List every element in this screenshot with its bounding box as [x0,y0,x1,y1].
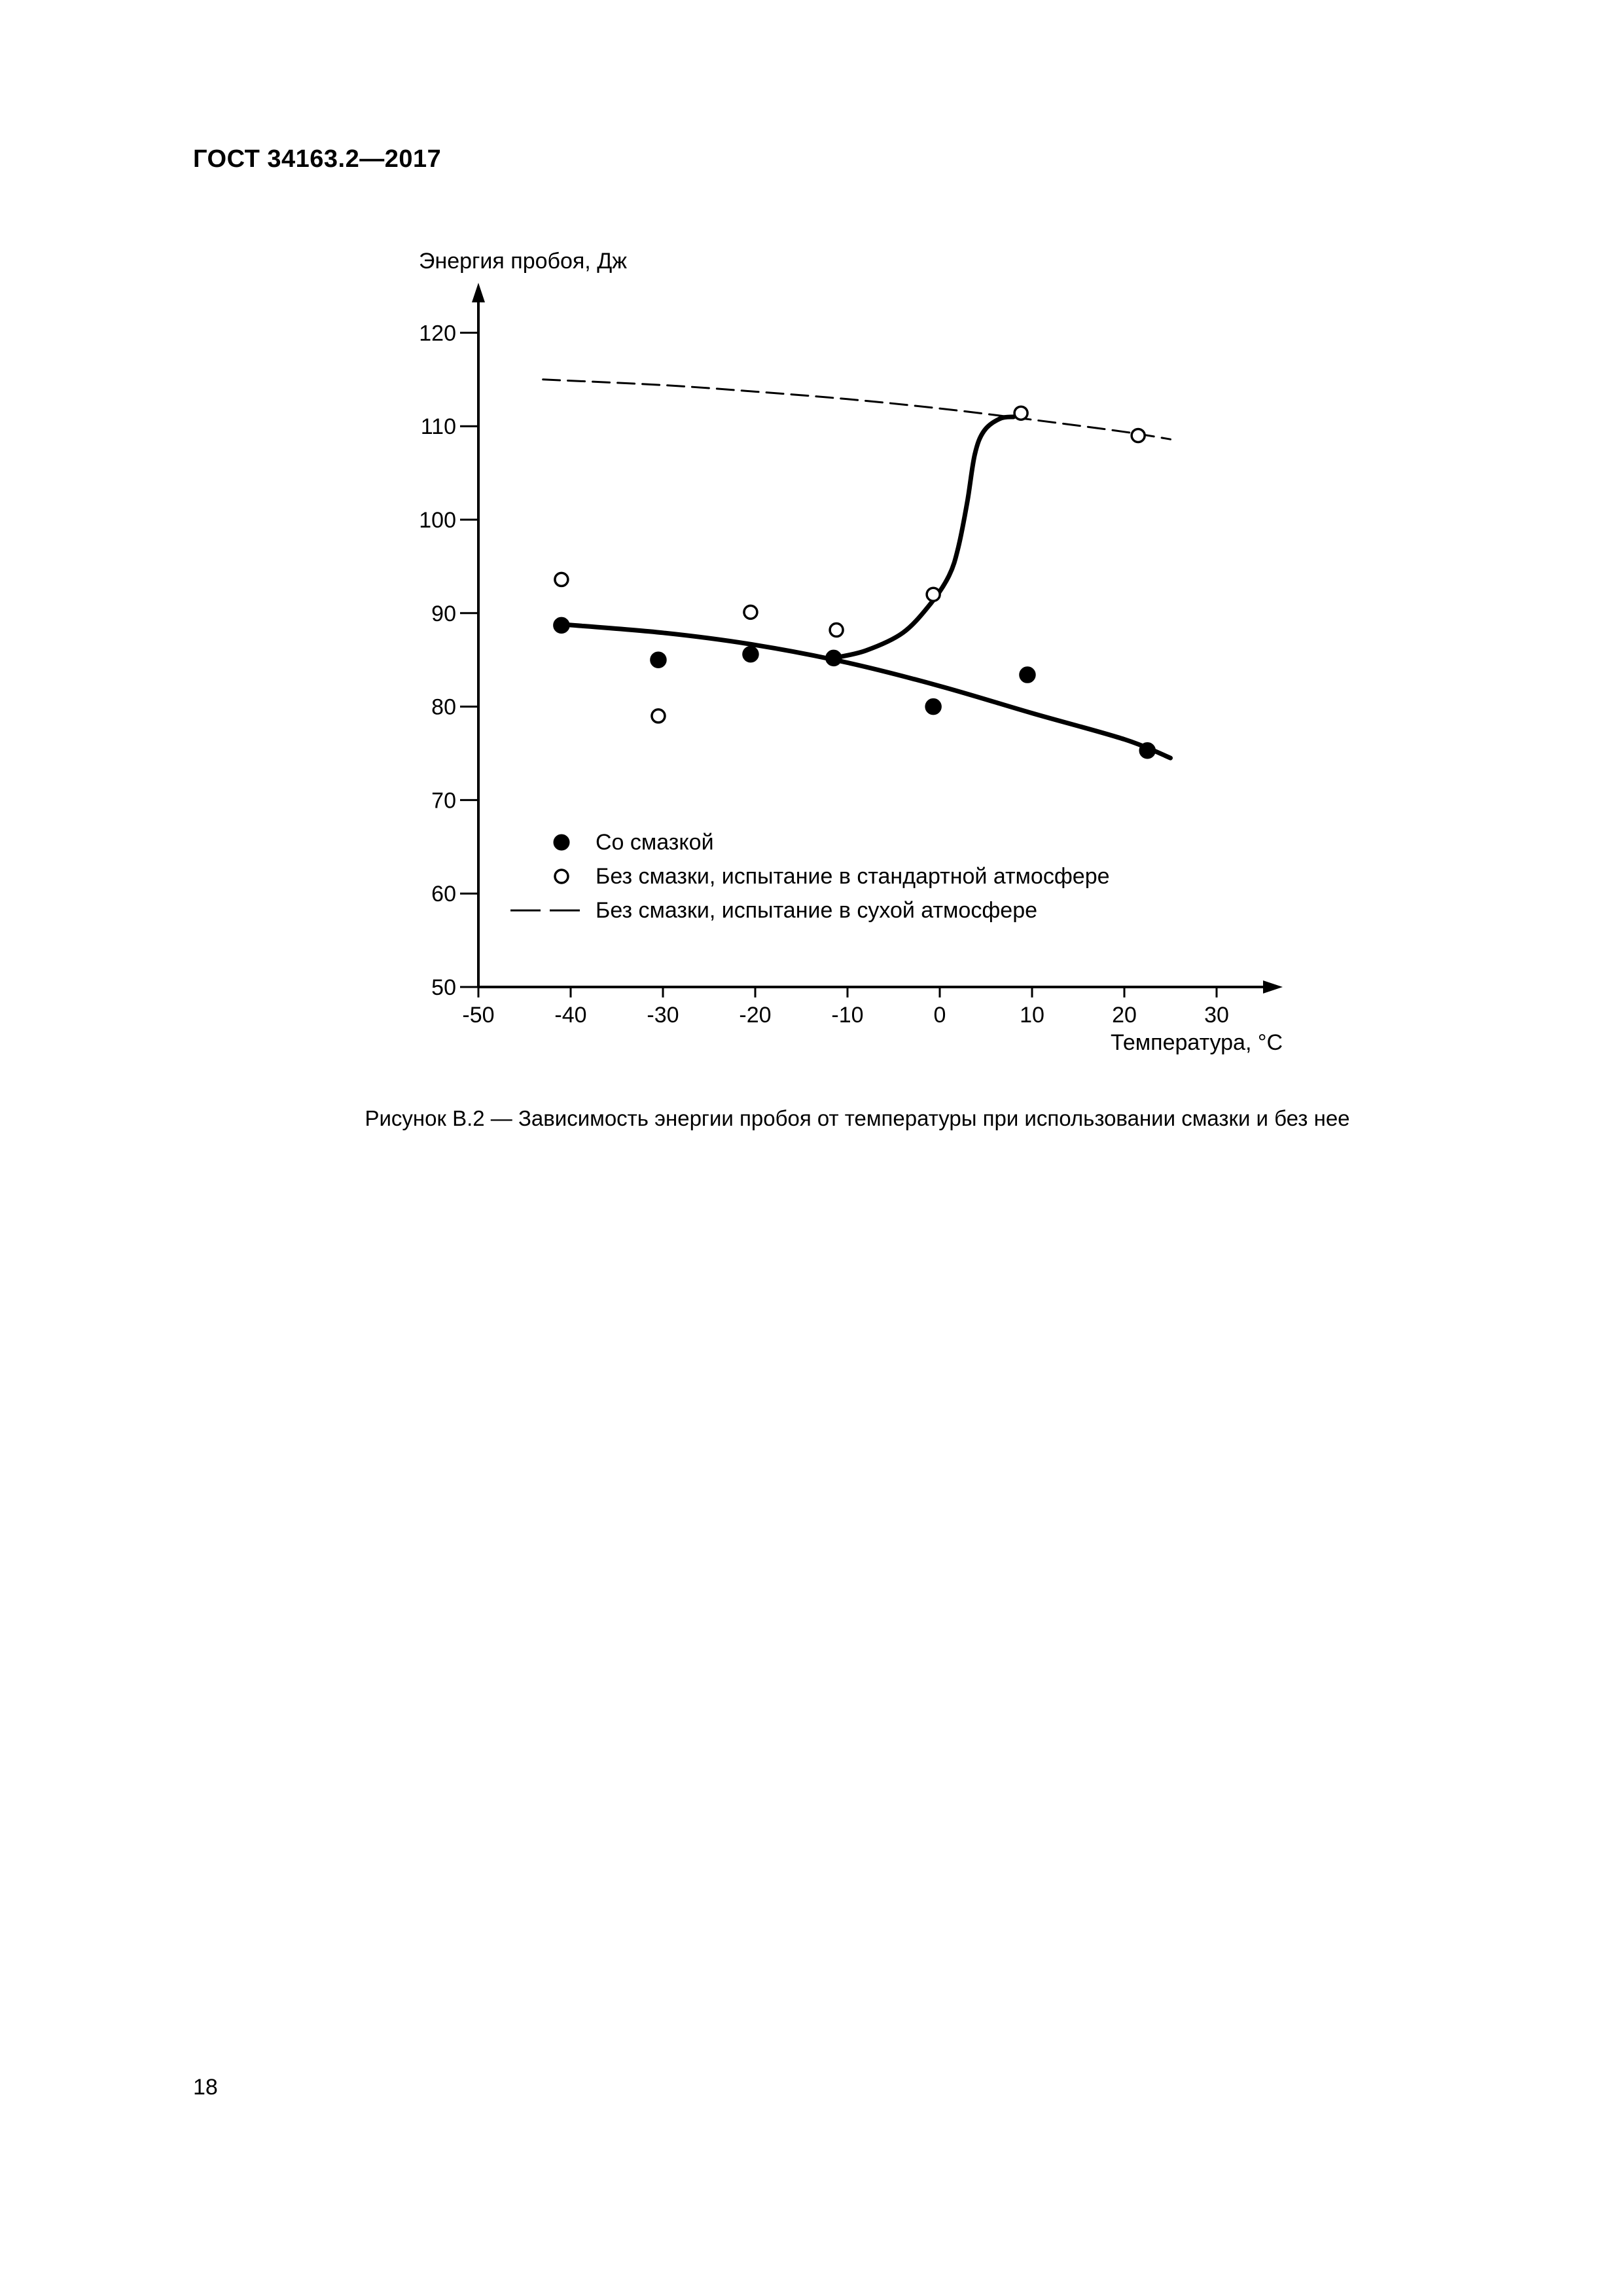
y-axis-title: Энергия пробоя, Дж [419,249,627,274]
y-tick-label: 120 [419,321,456,346]
document-header: ГОСТ 34163.2—2017 [193,145,442,173]
legend-entry-label: Со смазкой [596,830,714,855]
y-tick-label: 80 [431,694,456,720]
standard-atmosphere-curve [834,417,1014,658]
unlubricated-point [1132,429,1145,442]
chart-curves [543,380,1171,758]
y-tick-label: 90 [431,601,456,626]
lubricated-point [827,651,841,665]
dry-atmosphere-curve [543,380,1171,439]
x-tick-label: -20 [739,1003,772,1028]
unlubricated-point [744,605,757,619]
chart-legend [510,830,1110,923]
legend-marker-open [555,870,568,883]
lubricated-curve [562,624,1171,758]
x-tick-label: -30 [647,1003,679,1028]
lubricated-point [743,647,758,662]
y-tick-label: 60 [431,882,456,907]
legend-entry-label: Без смазки, испытание в сухой атмосфере [596,898,1038,923]
chart-axes [419,249,1283,1055]
lubricated-point [1140,744,1154,758]
chart-points [554,406,1154,758]
y-tick-label: 110 [420,414,456,440]
x-tick-label: 20 [1112,1003,1137,1028]
unlubricated-point [927,588,940,601]
unlubricated-point [555,573,568,586]
x-tick-label: 0 [933,1003,946,1028]
x-tick-label: -40 [554,1003,587,1028]
unlubricated-point [1014,406,1027,420]
lubricated-point [1020,668,1035,682]
lubricated-point [651,653,666,667]
figure-caption: Рисунок В.2 — Зависимость энергии пробоя от температуры при использовании смазки и без нее [365,1106,1350,1130]
page-number: 18 [193,2075,218,2100]
lubricated-point [926,700,940,714]
legend-entry-label: Без смазки, испытание в стандартной атмосфере [596,864,1110,889]
x-tick-label: 30 [1204,1003,1229,1028]
unlubricated-point [830,624,843,637]
unlubricated-point [652,709,665,723]
lubricated-point [554,618,569,632]
y-axis-arrow [472,283,485,302]
x-axis-title: Температура, °C [1111,1030,1283,1055]
breakdown-energy-chart [0,0,1623,1086]
y-tick-label: 50 [431,975,456,1000]
y-tick-label: 70 [431,788,456,814]
x-axis-arrow [1263,980,1283,994]
x-tick-label: -50 [462,1003,495,1028]
x-tick-label: -10 [831,1003,864,1028]
x-tick-label: 10 [1020,1003,1044,1028]
legend-marker-filled [554,835,569,850]
y-tick-label: 100 [419,508,456,533]
